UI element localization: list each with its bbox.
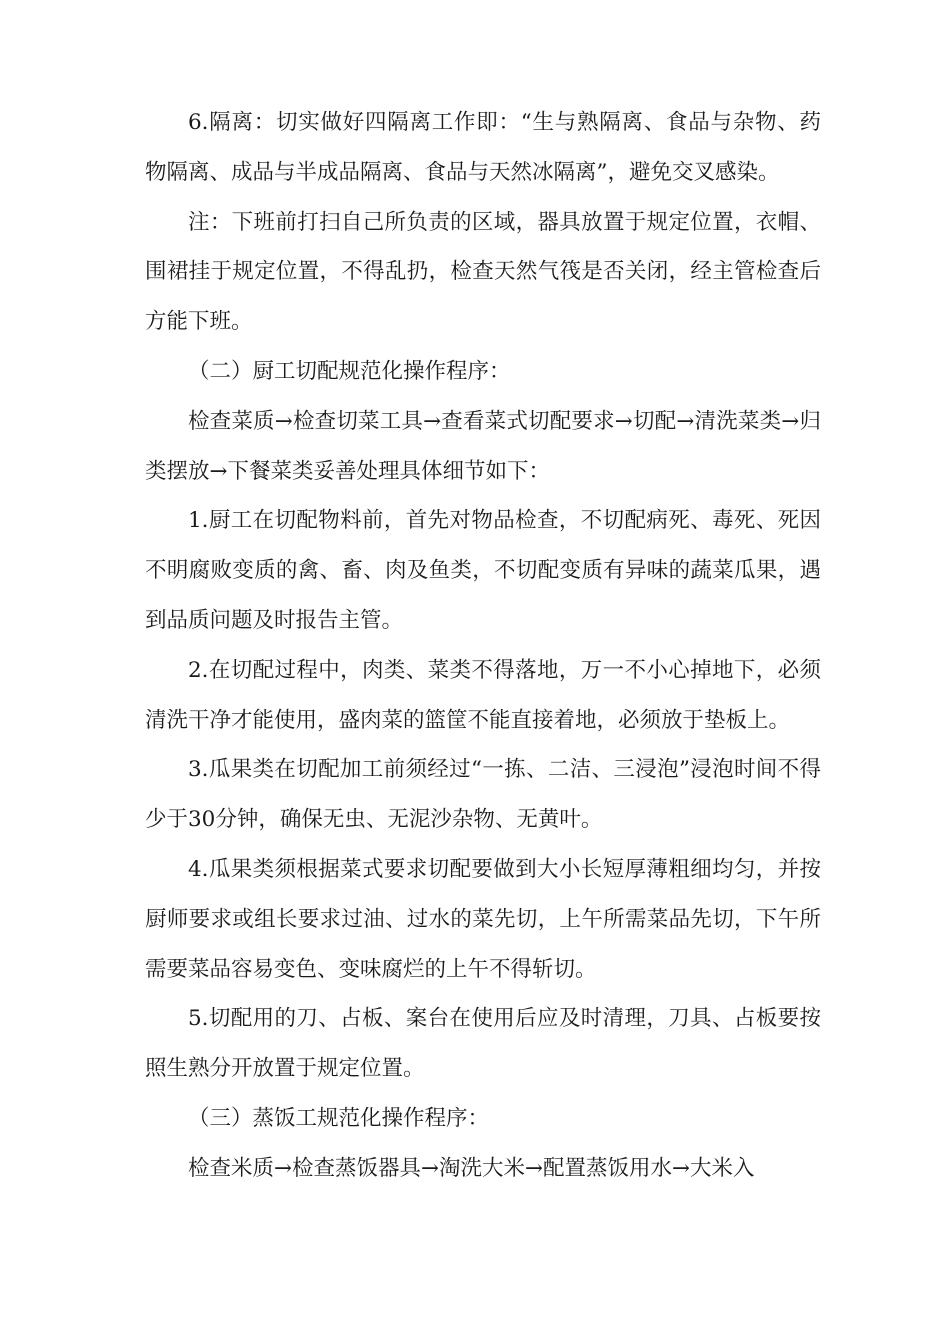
section-heading-cutting: （二）厨工切配规范化操作程序：: [188, 358, 511, 384]
paragraph-isolation: 6.隔离：切实做好四隔离工作即：“生与熟隔离、食品与杂物、药物隔离、成品与半成品隔离、食品与天然冰隔离”，避免交叉感染。: [145, 110, 821, 185]
paragraph-cutting-item-3: 3.瓜果类在切配加工前须经过“一拣、二洁、三浸泡”浸泡时间不得少于30分钟，确保无虫、无泥沙杂物、无黄叶。: [145, 757, 821, 833]
section-heading-rice: （三）蒸饭工规范化操作程序：: [188, 1105, 490, 1131]
paragraph-note: 注：下班前打扫自己所负责的区域，器具放置于规定位置，衣帽、围裙挂于规定位置，不得乱扔，检查天然气筏是否关闭，经主管检查后方能下班。: [145, 209, 821, 335]
document-body: [145, 98, 821, 1194]
paragraph-cutting-flow: 检查菜质→检查切菜工具→查看菜式切配要求→切配→清洗菜类→归类摆放→下餐菜类妥善处理具体细节如下：: [145, 408, 821, 484]
paragraph-rice-flow: 检查米质→检查蒸饭器具→淘洗大米→配置蒸饭用水→大米入: [188, 1155, 755, 1181]
paragraph-cutting-item-1: 1.厨工在切配物料前，首先对物品检查，不切配病死、毒死、死因不明腐败变质的禽、畜、肉及鱼类，不切配变质有异味的蔬菜瓜果，遇到品质问题及时报告主管。: [145, 508, 821, 633]
paragraph-cutting-item-4: 4.瓜果类须根据菜式要求切配要做到大小长短厚薄粗细均匀，并按厨师要求或组长要求过油、过水的菜先切，上午所需菜品先切，下午所需要菜品容易变色、变味腐烂的上午不得斩切。: [145, 856, 821, 982]
paragraph-cutting-item-5: 5.切配用的刀、占板、案台在使用后应及时清理，刀具、占板要按照生熟分开放置于规定位置。: [145, 1006, 821, 1082]
paragraph-cutting-item-2: 2.在切配过程中，肉类、菜类不得落地，万一不小心掉地下，必须清洗干净才能使用，盛肉菜的篮筐不能直接着地，必须放于垫板上。: [145, 657, 821, 733]
